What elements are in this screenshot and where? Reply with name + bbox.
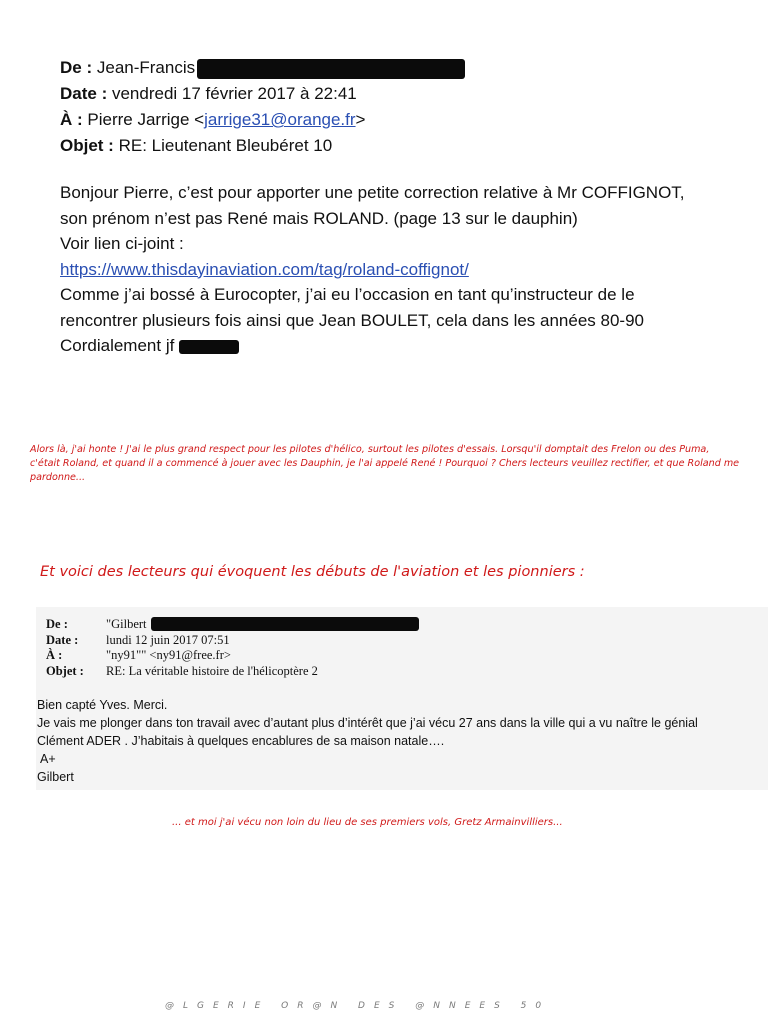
email2-body: [37, 696, 737, 786]
email1-from-name: Jean-Francis: [96, 58, 196, 77]
email2-subject-label: Objet :: [46, 663, 84, 678]
email2-body-line: Je vais me plonger dans ton travail avec d’autant plus d’intérêt que j’ai vécu 27 ans dans la ville qui a vu naître le génial Clément ADER . J’habitais à quelques encablures de sa maison natale….: [37, 716, 698, 748]
email2-from-label: De :: [46, 617, 68, 631]
redaction-bar: [151, 617, 419, 631]
email1-to-name: Pierre Jarrige <: [87, 110, 205, 129]
email1-subject-row: [60, 133, 700, 159]
email1-date-label: Date :: [60, 84, 108, 103]
email1-header: [60, 55, 700, 159]
email2-subject-value: RE: La véritable histoire de l'hélicoptère 2: [106, 663, 318, 678]
email1-date-value: vendredi 17 février 2017 à 22:41: [111, 84, 357, 103]
email1-subject-label: Objet :: [60, 136, 114, 155]
email2-subject-row: [46, 664, 419, 680]
email2-signature: Gilbert: [37, 770, 74, 784]
email1-to-row: [60, 107, 700, 133]
email2-body-line: Bien capté Yves. Merci.: [37, 698, 168, 712]
editor-note: Alors là, j'ai honte ! J'ai le plus grand respect pour les pilotes d'hélico, surtout les pilotes d'essais. Lorsqu'il domptait des Frelon ou des Puma, c'était Roland, et quand il a commencé à jouer avec les Dauphin, je l'ai appelé René ! Pourquoi ? Chers lecteurs veuillez rectifier, et que Roland me pardonne...: [30, 444, 740, 483]
email1-body-link[interactable]: https://www.thisdayinaviation.com/tag/roland-coffignot/: [60, 259, 469, 279]
section-heading: Et voici des lecteurs qui évoquent les débuts de l'aviation et les pionniers :: [40, 564, 585, 580]
email2-header: [46, 617, 419, 679]
email2-to-label: À :: [46, 648, 63, 662]
email1-body-paragraph: Bonjour Pierre, c’est pour apporter une petite correction relative à Mr COFFIGNOT, son prénom n’est pas René mais ROLAND. (page 13 sur le dauphin): [60, 183, 685, 228]
email1-from-label: De :: [60, 58, 93, 77]
email1-to-close: >: [355, 110, 366, 129]
email2-from-row: [46, 617, 419, 633]
email2-date-label: Date :: [46, 632, 79, 647]
email2-to-value: "ny91"" <ny91@free.fr>: [106, 648, 231, 662]
page-footer: @LGERIE OR@N DES @NNEES 50: [165, 1001, 551, 1011]
redaction-bar: [179, 340, 239, 354]
email1-from-row: [60, 55, 700, 81]
editor-note: ... et moi j'ai vécu non loin du lieu de ses premiers vols, Gretz Armainvilliers...: [172, 817, 563, 828]
email1-subject-value: RE: Lieutenant Bleubéret 10: [118, 136, 333, 155]
email1-signature: Cordialement jf: [60, 336, 175, 355]
email2-date-value: lundi 12 juin 2017 07:51: [106, 632, 230, 647]
email2-from-value: "Gilbert: [106, 617, 147, 631]
email2-to-row: [46, 648, 419, 664]
email2-box: [36, 607, 768, 790]
email1-date-row: [60, 81, 700, 107]
email2-body-line: A+: [40, 752, 56, 766]
email1-body-link-intro: Voir lien ci-joint :: [60, 234, 184, 253]
email2-date-row: [46, 633, 419, 649]
redaction-bar: [197, 59, 465, 79]
email1-body: [60, 180, 710, 359]
email1-body-paragraph: Comme j’ai bossé à Eurocopter, j’ai eu l’occasion en tant qu’instructeur de le rencontrer plusieurs fois ainsi que Jean BOULET, cela dans les années 80-90: [60, 285, 645, 330]
email1-to-email-link[interactable]: jarrige31@orange.fr: [204, 110, 356, 129]
email1-to-label: À :: [60, 110, 83, 129]
